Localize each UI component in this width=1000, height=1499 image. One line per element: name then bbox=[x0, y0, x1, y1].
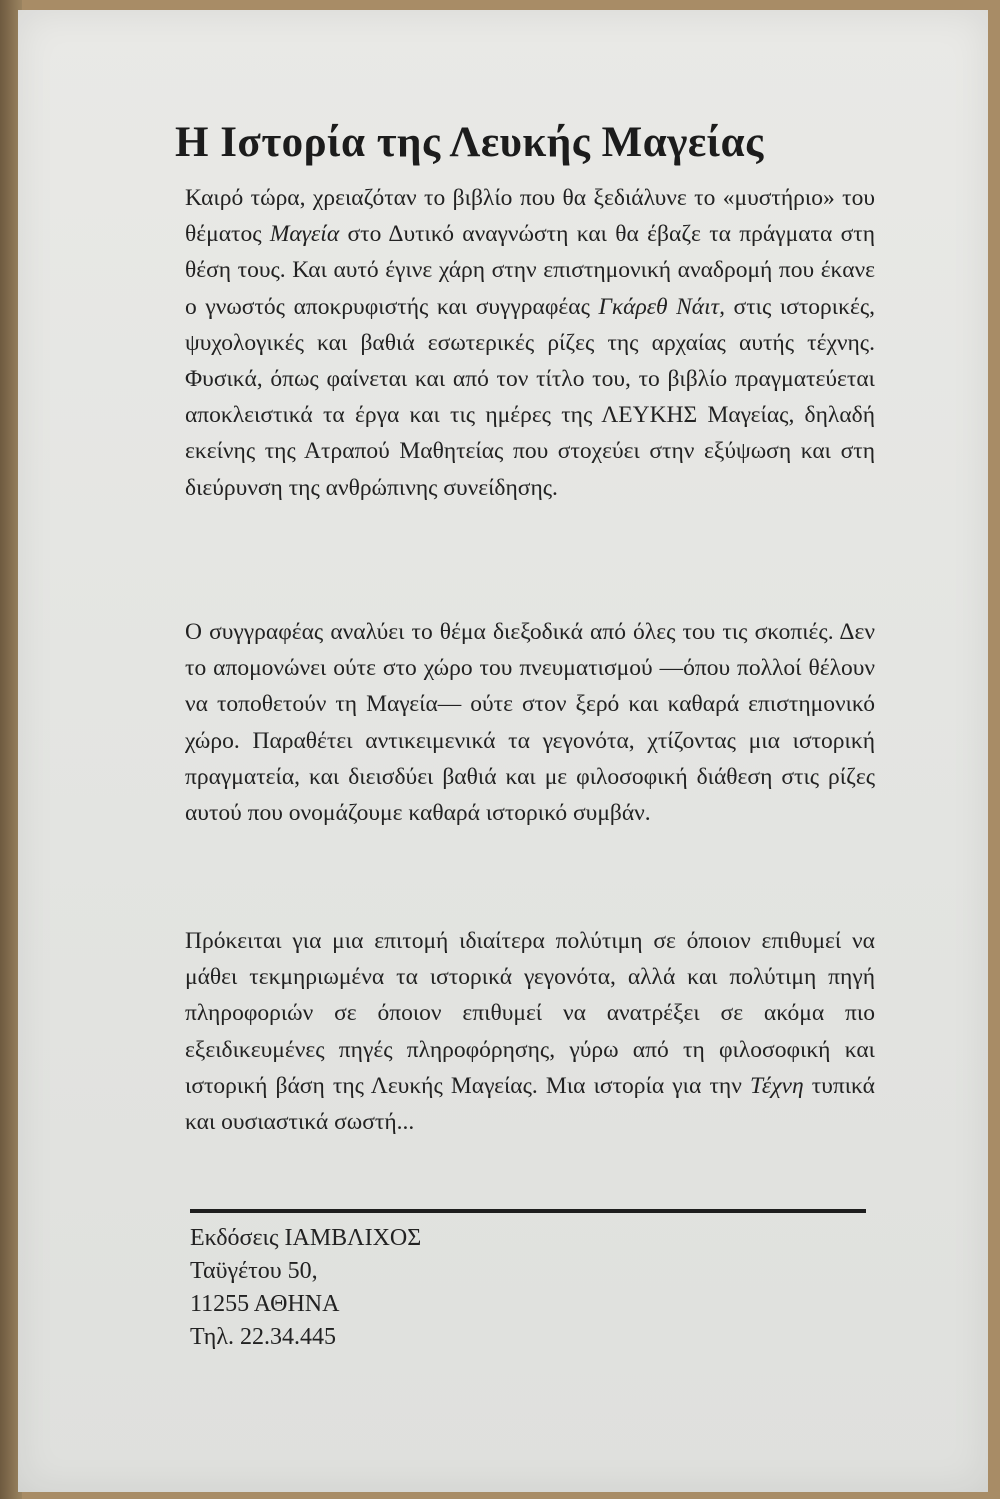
italic-term-magic: Μαγεία bbox=[269, 221, 340, 248]
description-paragraph-3 bbox=[185, 923, 875, 1140]
text-segment: στις ιστορικές, ψυχολογικές και βαθιά εσωτερικές ρίζες της αρχαίας αυτής τέχνης. Φυσικά, όπως φαίνεται και από τον τίτλο του, το βιβλίο πραγματεύεται αποκλειστικά τα έργα και τις ημέρες της ΛΕΥΚΗΣ Μαγείας, δηλαδή εκείνης της Ατραπού Μαθητείας που στοχεύει στην εξύψωση και στη διεύρυνση της ανθρώπινης συνείδησης. bbox=[185, 293, 876, 501]
publisher-city: 11255 ΑΘΗΝΑ bbox=[190, 1291, 340, 1317]
page-title: Η Ιστορία της Λευκής Μαγείας bbox=[175, 119, 764, 166]
text-segment: τυπικά και ουσιαστικά σωστή... bbox=[185, 1072, 875, 1136]
publisher-street: Ταϋγέτου 50, bbox=[190, 1258, 318, 1284]
italic-term-art: Τέχνη bbox=[749, 1072, 804, 1099]
divider-rule bbox=[190, 1209, 866, 1213]
publisher-info bbox=[190, 1222, 421, 1354]
paragraph-text: Ο συγγραφέας αναλύει το θέμα διεξοδικά από όλες του τις σκοπιές. Δεν το απομονώνει ούτε στο χώρο του πνευματισμού —όπου πολλοί θέλουν να τοποθετούν τη Μαγεία— ούτε στον ξερό και καθαρά επιστημονικό χώρο. Παραθέτει αντικειμενικά τα γεγονότα, χτίζοντας μια ιστορική πραγματεία, και διεισδύει βαθιά και με φιλοσοφική διάθεση στις ρίζες αυτού που ονομάζουμε καθαρά ιστορικό συμβάν. bbox=[185, 619, 875, 827]
italic-author-name: Γκάρεθ Νάιτ, bbox=[598, 293, 725, 320]
description-paragraph-2 bbox=[185, 614, 875, 831]
publisher-name: Εκδόσεις ΙΑΜΒΛΙΧΟΣ bbox=[190, 1225, 422, 1251]
text-segment: Καιρό τώρα, χρειαζόταν το βιβλίο που θα ξεδιάλυνε το «μυστήριο» του θέματος bbox=[185, 185, 875, 248]
description-paragraph-1 bbox=[185, 180, 875, 506]
text-segment: Πρόκειται για μια επιτομή ιδιαίτερα πολύτιμη σε όποιον επιθυμεί να μάθει τεκμηριωμένα τα ιστορικά γεγονότα, αλλά και πολύτιμη πηγή πληροφοριών σε όποιον επιθυμεί να ανατρέξει σε ακόμα πιο εξειδικευμένες πηγές πληροφόρησης, γύρω από τη φιλοσοφική και ιστορική βάση της Λευκής Μαγείας. Μια ιστορία για την bbox=[185, 928, 875, 1099]
publisher-phone: Τηλ. 22.34.445 bbox=[190, 1324, 336, 1350]
text-segment: στο Δυτικό αναγνώστη και θα έβαζε τα πράγματα στη θέση τους. Και αυτό έγινε χάρη στην επιστημονική αναδρομή που έκανε ο γνωστός αποκρυφιστής και συγγραφέας bbox=[185, 221, 875, 320]
